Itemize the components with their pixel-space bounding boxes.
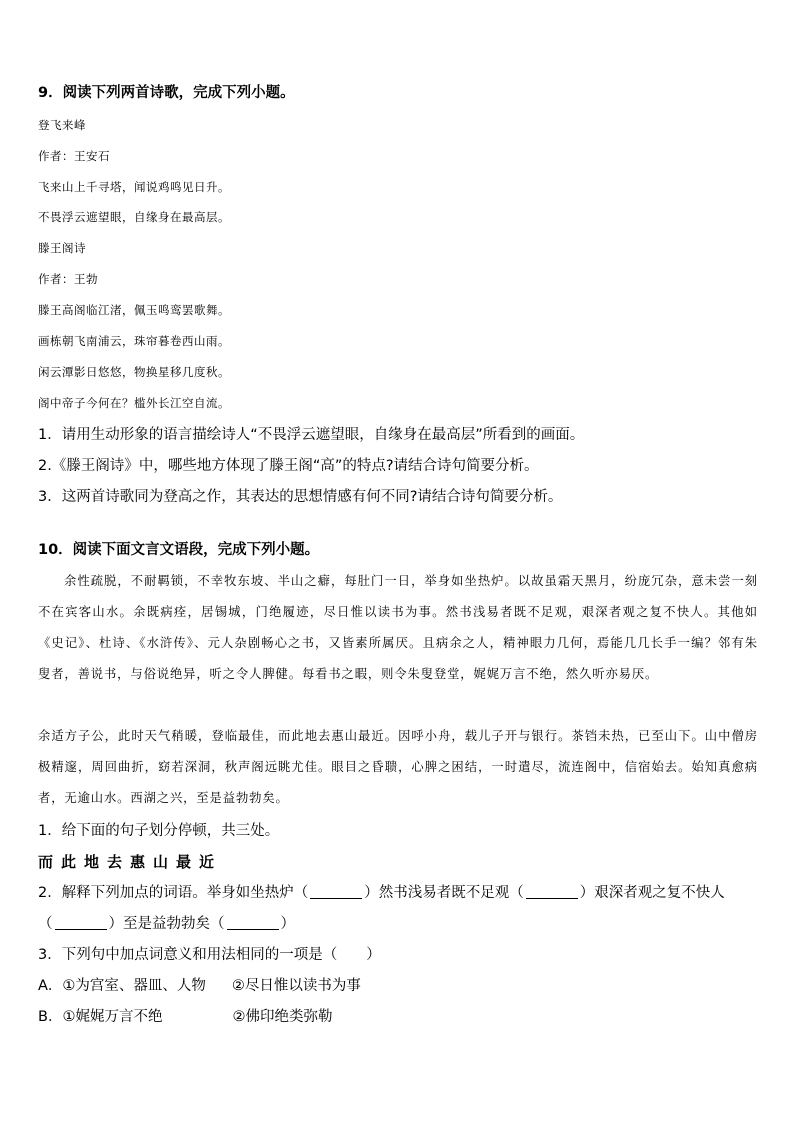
question-10-2-continued: （ ）至是益勃勃矣（ ）: [38, 916, 295, 932]
question-9-heading: 9．阅读下列两首诗歌，完成下列小题。: [38, 85, 295, 101]
poem-2-title: 滕王阁诗: [38, 241, 86, 255]
question-10-2: 2．解释下列加点的词语。举身如坐热炉（ ）然书浅易者既不足观（ ）艰深者观之复不快人: [38, 885, 725, 901]
answer-blank[interactable]: [526, 884, 578, 899]
word-item: 艰深者观之复不快人: [594, 885, 725, 901]
option-a-part-1: A．①为宫室、器皿、人物: [38, 978, 206, 994]
poem-1-title: 登飞来峰: [38, 118, 86, 132]
question-10-2-label: 2．解释下列加点的词语。: [38, 885, 207, 901]
answer-blank[interactable]: [227, 915, 279, 930]
option-b-part-2: ②佛印绝类弥勒: [232, 1009, 333, 1025]
poem-2-line: 画栋朝飞南浦云，珠帘暮卷西山雨。: [38, 334, 230, 348]
option-b-part-1: B．①娓娓万言不绝: [38, 1009, 163, 1025]
poem-2-line: 阁中帝子今何在？槛外长江空自流。: [38, 396, 230, 410]
poem-1-line: 飞来山上千寻塔，闻说鸡鸣见日升。: [38, 180, 230, 194]
question-9-2: 2.《滕王阁诗》中，哪些地方体现了滕王阁“高”的特点?请结合诗句简要分析。: [38, 458, 539, 474]
poem-2-author: 作者：王勃: [38, 272, 98, 286]
word-item: 举身如坐热炉: [206, 885, 294, 901]
question-10-3: 3．下列句中加点词意义和用法相同的一项是（ ）: [38, 947, 381, 963]
poem-2-line: 闲云潭影日悠悠，物换星移几度秋。: [38, 365, 230, 379]
classical-passage-paragraph-2: 余适方子公，此时天气稍暖，登临最佳，而此地去惠山最近。因呼小舟，载儿子开与银行。茶铛未热，已至山下。山中僧房极精邃，周回曲折，窈若深洞，秋声阁远眺尤佳。眼目之昏聩，心脾之困结，一时遣尽，流连阁中，信宿始去。始知真愈病者，无逾山水。西湖之兴，至是益勃勃矣。: [38, 729, 758, 805]
option-b: [38, 1008, 760, 1026]
question-9-3: 3．这两首诗歌同为登高之作，其表达的思想情感有何不同?请结合诗句简要分析。: [38, 489, 563, 505]
poem-1-line: 不畏浮云遮望眼，自缘身在最高层。: [38, 210, 230, 224]
answer-blank[interactable]: [55, 915, 107, 930]
word-item: 然书浅易者既不足观: [378, 885, 510, 901]
classical-passage-paragraph-1: 余性疏脱，不耐羁锁，不幸牧东坡、半山之癖，每肚门一日，举身如坐热炉。以故虽霜天黑月，纷庞冗杂，意未尝一刻不在宾客山水。余既病痊，居锡城，门绝履迹，尽日惟以读书为事。然书浅易者既不足观，艰深者观之复不快人。其他如《史记》、杜诗、《水浒传》、元人杂剧畅心之书，又皆素所属厌。且病余之人，精神眼力几何，焉能几几长手一编？邻有朱叟者，善说书，与俗说绝异，听之令人脾健。每看书之暇，则令朱叟登堂，娓娓万言不绝，然久听亦易厌。: [38, 574, 758, 681]
answer-blank[interactable]: [310, 884, 362, 899]
option-a: [38, 977, 760, 995]
poem-1-author: 作者：王安石: [38, 149, 110, 163]
poem-2-line: 滕王高阁临江渚，佩玉鸣鸾罢歌舞。: [38, 303, 230, 317]
pause-sentence: 而此地去惠山最近: [38, 853, 223, 871]
question-10-heading: 10．阅读下面文言文语段，完成下列小题。: [38, 542, 320, 558]
option-a-part-2: ②尽日惟以读书为事: [231, 978, 361, 994]
question-10-1: 1．给下面的句子划分停顿，共三处。: [38, 823, 280, 839]
word-item: 至是益勃勃矣: [123, 916, 210, 932]
question-9-1: 1．请用生动形象的语言描绘诗人“不畏浮云遮望眼，自缘身在最高层”所看到的画面。: [38, 427, 585, 443]
